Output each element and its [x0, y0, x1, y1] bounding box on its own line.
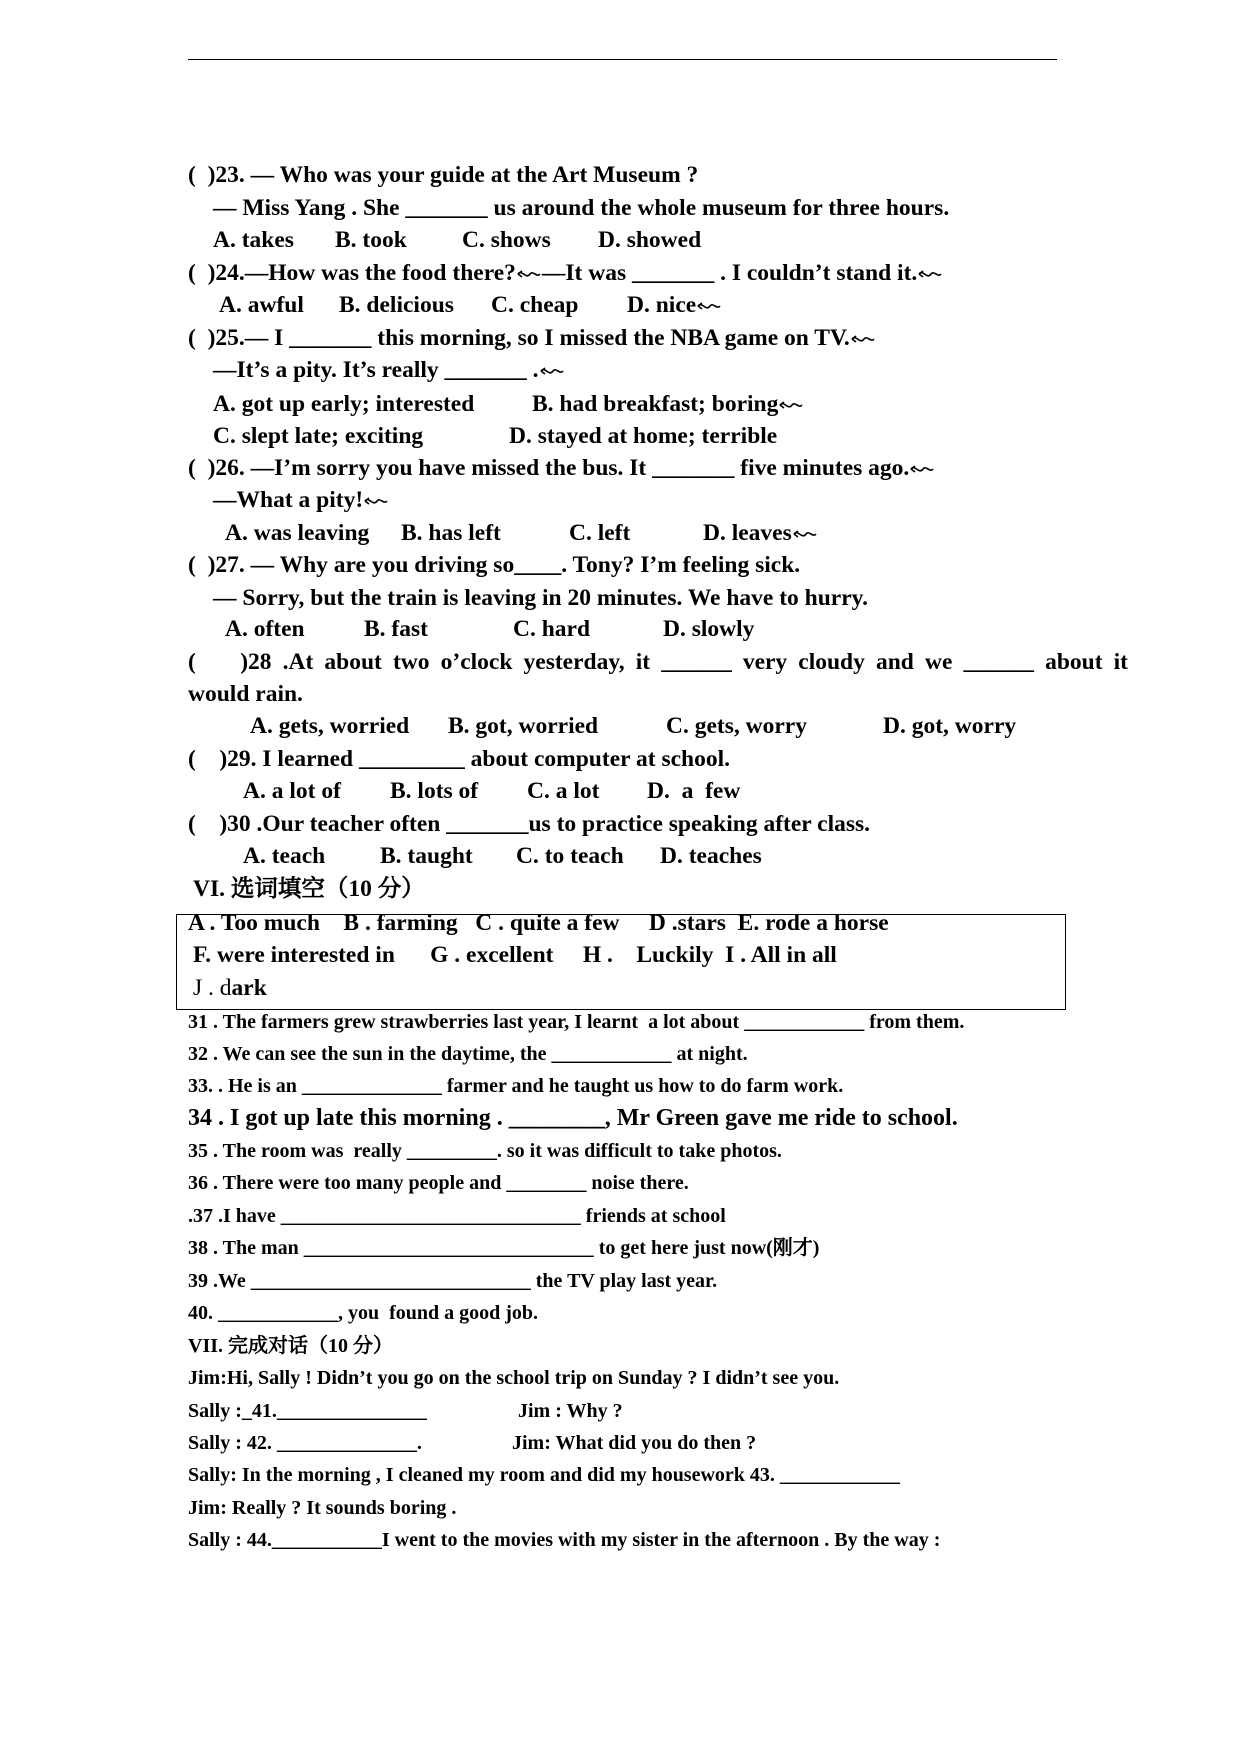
q25-option-a: A. got up early; interested — [213, 391, 475, 417]
fill-32: 32 . We can see the sun in the daytime, the ____________ at night. — [188, 1043, 748, 1065]
q26-option-d — [703, 518, 818, 548]
q29-option-d: D. a few — [647, 778, 741, 804]
fill-40: 40. ____________, you found a good job. — [188, 1302, 539, 1324]
dialogue-line-3a: Sally : 42. ______________. — [188, 1432, 422, 1454]
q25-response-text: —It’s a pity. It’s really _______ . — [213, 357, 539, 383]
fill-35: 35 . The room was really _________. so it was difficult to take photos. — [188, 1140, 782, 1162]
q26-option-c: C. left — [569, 520, 631, 546]
q26-option-d-text: D. leaves — [703, 520, 792, 546]
q24-question: ( )24.—How was the food there? — [188, 260, 516, 286]
dialogue-line-5: Jim: Really ? It sounds boring . — [188, 1497, 457, 1519]
dialogue-line-2b: Jim : Why ? — [518, 1400, 623, 1422]
dialogue-line-2a: Sally :_41._______________ — [188, 1400, 427, 1422]
q24-option-a: A. awful — [219, 292, 304, 318]
q25-option-c: C. slept late; exciting — [213, 423, 424, 449]
q25-option-b-text: B. had breakfast; boring — [532, 391, 779, 417]
return-mark-icon — [539, 365, 565, 379]
return-mark-icon — [696, 300, 722, 314]
q28-option-b: B. got, worried — [448, 713, 599, 739]
fill-31: 31 . The farmers grew strawberries last year, I learnt a lot about ____________ from them. — [188, 1011, 965, 1033]
q24-stem — [188, 258, 943, 288]
return-mark-icon — [516, 268, 542, 282]
q23-option-b: B. took — [335, 227, 407, 253]
q23-option-a: A. takes — [213, 227, 294, 253]
q25-option-d: D. stayed at home; terrible — [509, 423, 778, 449]
q27-option-b: B. fast — [364, 616, 428, 642]
q23-stem: ( )23. — Who was your guide at the Art Museum ? — [188, 162, 699, 188]
q25-option-b — [532, 389, 804, 419]
q28-option-c: C. gets, worry — [666, 713, 807, 739]
q26-question: ( )26. —I’m sorry you have missed the bus. It _______ five minutes ago. — [188, 455, 910, 481]
dialogue-line-3b: Jim: What did you do then ? — [512, 1432, 757, 1454]
q27-option-c: C. hard — [513, 616, 591, 642]
q26-option-b: B. has left — [401, 520, 501, 546]
q24-option-b: B. delicious — [339, 292, 454, 318]
q30-option-b: B. taught — [380, 843, 473, 869]
fill-37: .37 .I have ______________________________ friends at school — [188, 1205, 726, 1227]
q28-option-d: D. got, worry — [883, 713, 1017, 739]
return-mark-icon — [850, 333, 876, 347]
q23-option-c: C. shows — [462, 227, 551, 253]
return-mark-icon — [909, 463, 935, 477]
word-bank-line-1: A . Too much B . farming C . quite a few D .stars E. rode a horse — [188, 910, 889, 936]
q23-dialogue: — Miss Yang . She _______ us around the whole museum for three hours. — [213, 195, 950, 221]
q26-response — [213, 485, 389, 515]
dialogue-line-4: Sally: In the morning , I cleaned my room and did my housework 43. ____________ — [188, 1464, 900, 1486]
q30-option-d: D. teaches — [660, 843, 762, 869]
q25-question: ( )25.— I _______ this morning, so I missed the NBA game on TV. — [188, 325, 850, 351]
q23-option-d: D. showed — [598, 227, 702, 253]
section-6-title: VI. 选词填空（10 分） — [193, 876, 425, 902]
header-rule — [188, 59, 1057, 60]
q24-option-c: C. cheap — [491, 292, 579, 318]
q27-response: — Sorry, but the train is leaving in 20 minutes. We have to hurry. — [213, 585, 868, 611]
q24-answer: —It was _______ . I couldn’t stand it. — [541, 260, 918, 286]
word-bank-line-3 — [193, 973, 267, 1003]
q26-stem — [188, 453, 935, 483]
q30-stem: ( )30 .Our teacher often _______us to practice speaking after class. — [188, 811, 871, 837]
q27-option-a: A. often — [225, 616, 305, 642]
q29-stem: ( )29. I learned _________ about computer at school. — [188, 746, 731, 772]
fill-36: 36 . There were too many people and ________ noise there. — [188, 1172, 689, 1194]
fill-33: 33. . He is an ______________ farmer and he taught us how to do farm work. — [188, 1075, 844, 1097]
return-mark-icon — [792, 528, 818, 542]
q29-option-a: A. a lot of — [243, 778, 341, 804]
q24-option-d — [627, 290, 722, 320]
word-bank-line-3-suffix: ark — [231, 975, 267, 1001]
word-bank-line-3-prefix: J . d — [193, 975, 232, 1001]
fill-39: 39 .We ____________________________ the TV play last year. — [188, 1270, 718, 1292]
dialogue-line-6: Sally : 44.___________I went to the movies with my sister in the afternoon . By the way : — [188, 1529, 941, 1551]
q25-response — [213, 355, 565, 385]
q27-option-d: D. slowly — [663, 616, 755, 642]
q28-stem-cont: would rain. — [188, 681, 303, 707]
q25-stem — [188, 323, 876, 353]
dialogue-line-1: Jim:Hi, Sally ! Didn’t you go on the school trip on Sunday ? I didn’t see you. — [188, 1367, 840, 1389]
word-bank-line-2: F. were interested in G . excellent H . Luckily I . All in all — [193, 942, 837, 968]
return-mark-icon — [917, 268, 943, 282]
q24-option-d-text: D. nice — [627, 292, 697, 318]
q29-option-c: C. a lot — [527, 778, 600, 804]
q26-response-text: —What a pity! — [213, 487, 364, 513]
section-7-title: VII. 完成对话（10 分） — [188, 1335, 394, 1357]
return-mark-icon — [363, 495, 389, 509]
return-mark-icon — [778, 399, 804, 413]
q27-stem: ( )27. — Why are you driving so____. Tony? I’m feeling sick. — [188, 552, 801, 578]
q29-option-b: B. lots of — [390, 778, 479, 804]
q28-stem: ( )28 .At about two o’clock yesterday, it ______ very cloudy and we ______ about it — [188, 649, 1128, 675]
q28-option-a: A. gets, worried — [250, 713, 410, 739]
fill-38: 38 . The man _____________________________ to get here just now(刚才) — [188, 1237, 820, 1259]
q30-option-a: A. teach — [243, 843, 326, 869]
q30-option-c: C. to teach — [516, 843, 624, 869]
fill-34: 34 . I got up late this morning . ________, Mr Green gave me ride to school. — [188, 1105, 958, 1131]
q26-option-a: A. was leaving — [225, 520, 370, 546]
